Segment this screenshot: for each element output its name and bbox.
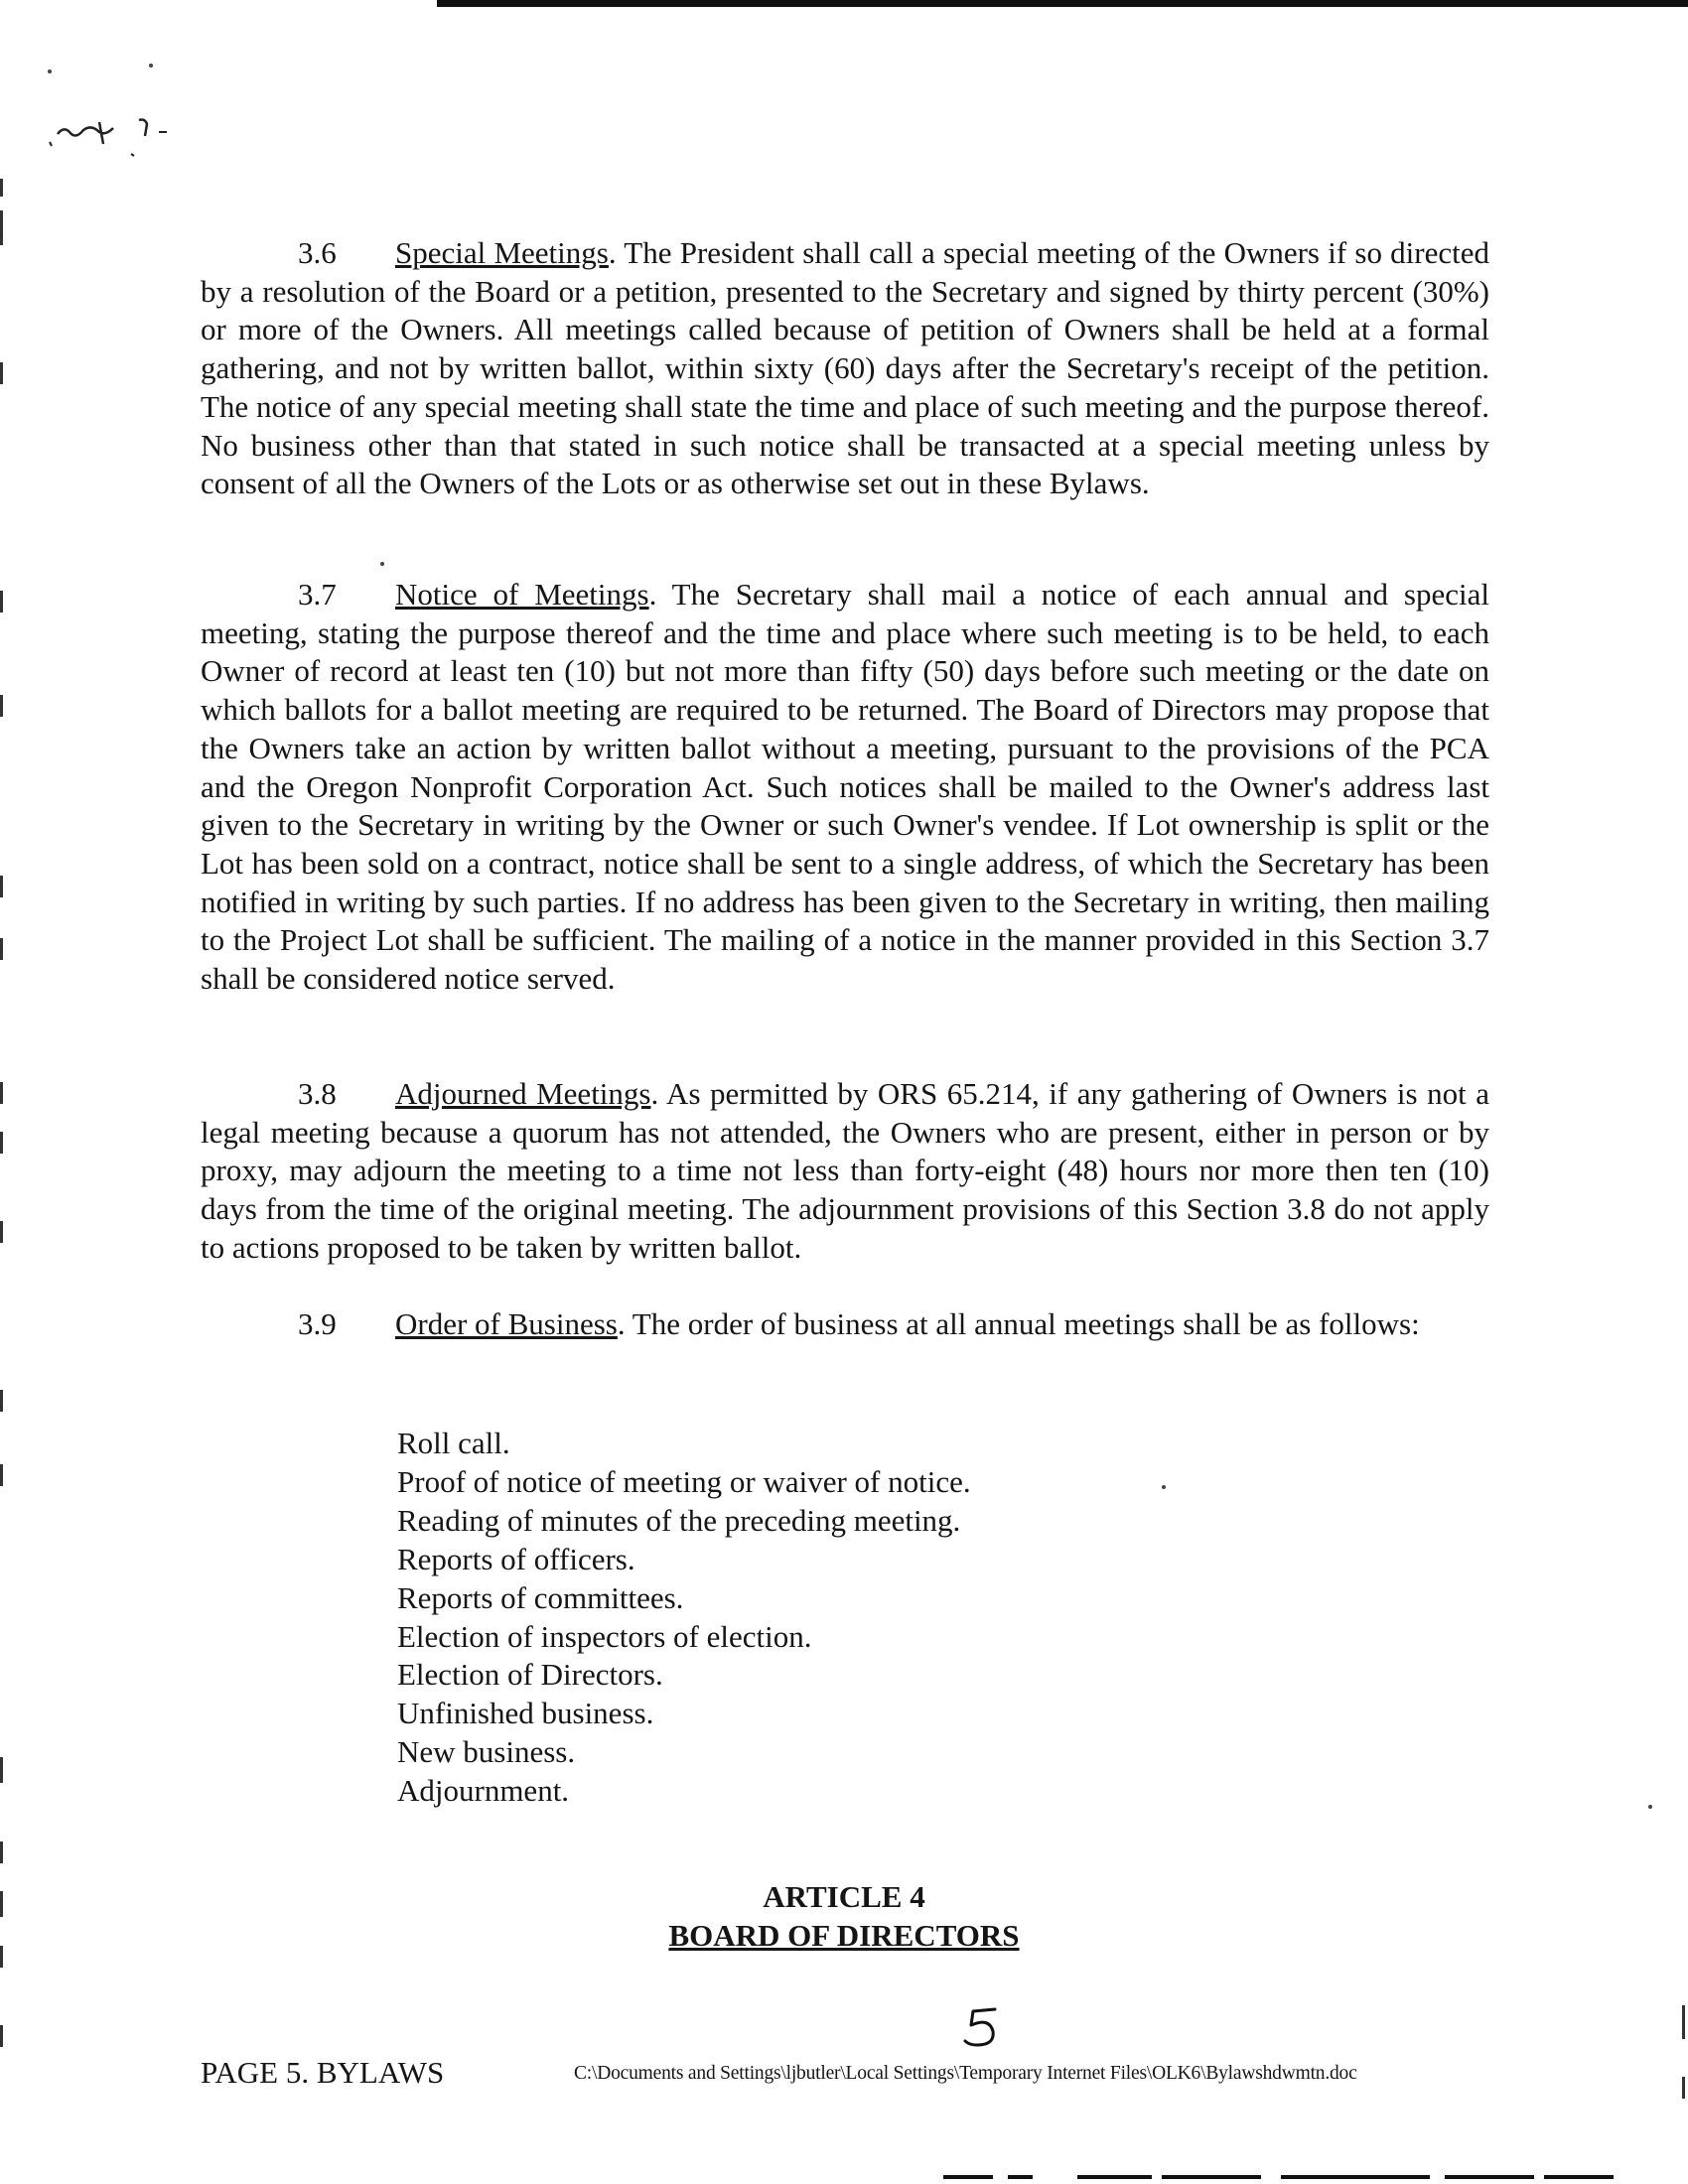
article-number: ARTICLE 4 [763, 1879, 925, 1914]
list-item: Roll call. [397, 1426, 510, 1460]
list-item: Election of Directors. [397, 1657, 663, 1693]
section-heading: Notice of Meetings [395, 577, 649, 612]
section-number: 3.6 [298, 235, 337, 270]
section-heading: Special Meetings [395, 235, 609, 270]
scan-speck [48, 69, 52, 73]
list-item: Adjournment. [397, 1773, 570, 1809]
handwritten-mark [40, 114, 199, 164]
section-text: . The Secretary shall mail a notice of each annual and special meeting, stating the purpose thereof and the time and place where such meeting is to be held, to each Owner of record at least ten (10) but not more than fifty (50) days before such meeting or the date on which ballots for a ballot meeting are required to be returned. The Board of Directors may propose that the Owners take an action by written ballot without a meeting, pursuant to the provisions of the PCA and the Oregon Nonprofit Corporation Act. Such notices shall be mailed to the Owner's address last given to the Secretary in writing by the Owner or such Owner's vendee. If Lot ownership is split or the Lot has been sold on a contract, notice shall be sent to a single address, of which the Secretary has been notified in writing by such parties. If no address has been given to the Secretary in writing, then mailing to the Project Lot shall be sufficient. The mailing of a notice in the manner provided in this Section 3.7 shall be considered notice served. [201, 577, 1489, 997]
section-3-8 [201, 1075, 1489, 1268]
section-3-9 [201, 1305, 1489, 1344]
section-text: . The order of business at all annual meetings shall be as follows: [617, 1306, 1420, 1341]
scan-speck [380, 562, 384, 566]
section-heading: Adjourned Meetings [395, 1076, 651, 1111]
list-item: Proof of notice of meeting or waiver of notice. [397, 1463, 971, 1499]
scan-speck [149, 64, 153, 68]
section-text: . The President shall call a special meeting of the Owners if so directed by a resolution of the Board or a petition, presented to the Secretary and signed by thirty percent (30%) or more of the Owners. All meetings called because of petition of Owners shall be held at a formal gathering, and not by written ballot, within sixty (60) days after the Secretary's receipt of the petition. The notice of any special meeting shall state the time and place of such meeting and the purpose thereof. No business other than that stated in such notice shall be transacted at a special meeting unless by consent of all the Owners of the Lots or as otherwise set out in these Bylaws. [201, 235, 1489, 501]
scan-top-edge [437, 0, 1688, 7]
scan-speck [1648, 1805, 1652, 1809]
order-of-business-list [397, 1425, 971, 1811]
handwritten-page-number [955, 2003, 1015, 2053]
section-3-7 [201, 576, 1489, 999]
scan-speck [1162, 1485, 1166, 1489]
article-title: BOARD OF DIRECTORS [668, 1918, 1020, 1953]
section-number: 3.7 [298, 577, 337, 612]
footer-page-label: PAGE 5. BYLAWS [201, 2055, 445, 2090]
list-item: Unfinished business. [397, 1696, 654, 1731]
section-text: . As permitted by ORS 65.214, if any gathering of Owners is not a legal meeting because a quorum has not attended, the Owners who are present, either in person or by proxy, may adjourn the meeting to a time not less than forty-eight (48) hours nor more then ten (10) days from the time of the original meeting. The adjournment provisions of this Section 3.8 do not apply to actions proposed to be taken by written ballot. [201, 1076, 1489, 1265]
list-item: Reports of committees. [397, 1579, 684, 1615]
list-item: Reports of officers. [397, 1541, 635, 1576]
section-heading: Order of Business [395, 1306, 618, 1341]
section-number: 3.9 [298, 1306, 337, 1341]
footer-file-path: C:\Documents and Settings\ljbutler\Local Settings\Temporary Internet Files\OLK6\Bylawshdwmtn.doc [574, 2063, 1357, 2084]
section-3-6 [201, 234, 1489, 503]
list-item: Reading of minutes of the preceding meeting. [397, 1502, 961, 1538]
list-item: Election of inspectors of election. [397, 1618, 812, 1654]
list-item: New business. [397, 1734, 576, 1770]
section-number: 3.8 [298, 1076, 337, 1111]
